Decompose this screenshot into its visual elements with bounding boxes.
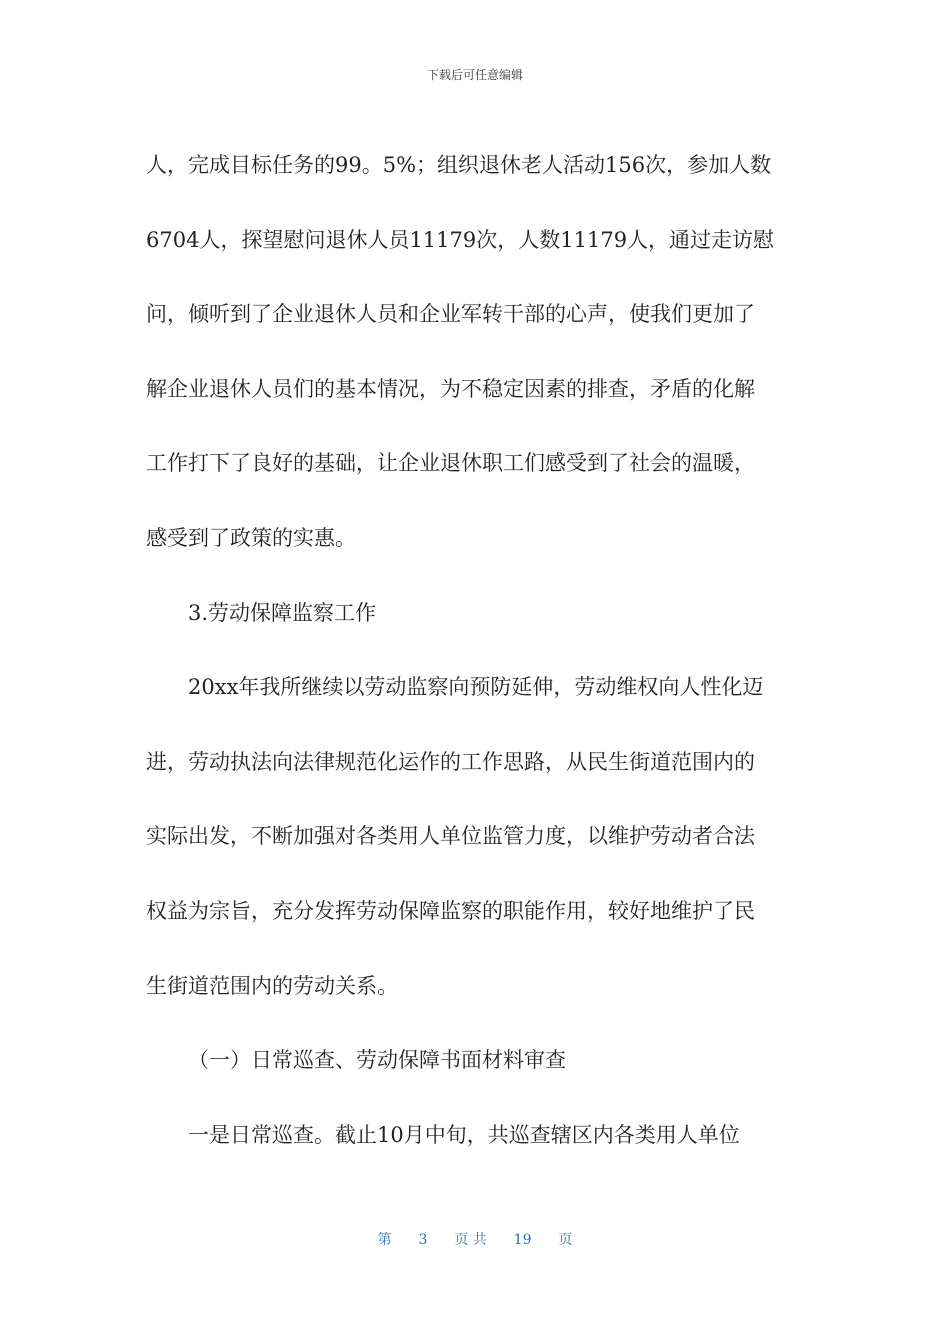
paragraph-line-11: 权益为宗旨，充分发挥劳动保障监察的职能作用，较好地维护了民: [146, 898, 755, 923]
paragraph-line-10: 实际出发，不断加强对各类用人单位监管力度，以维护劳动者合法: [146, 824, 755, 849]
paragraph-line-2: 6704人，探望慰问退休人员11179次，人数11179人，通过走访慰: [146, 227, 775, 252]
paragraph-line-4: 解企业退休人员们的基本情况，为不稳定因素的排查，矛盾的化解: [146, 376, 755, 401]
page-header: [0, 66, 950, 83]
header-text: 下载后可任意编辑: [426, 68, 523, 82]
paragraph-line-12: 生街道范围内的劳动关系。: [146, 973, 398, 998]
paragraph-line-3: 问，倾听到了企业退休人员和企业军转干部的心声，使我们更加了: [146, 302, 755, 327]
footer-mid: 页 共: [454, 1232, 487, 1248]
footer-suffix: 页: [558, 1232, 573, 1248]
current-page-number: 3: [418, 1232, 428, 1248]
paragraph-line-6: 感受到了政策的实惠。: [146, 525, 356, 550]
section-heading-labor-inspection: 3.劳动保障监察工作: [188, 600, 377, 625]
paragraph-line-9: 进，劳动执法向法律规范化运作的工作思路，从民生街道范围内的: [146, 749, 755, 774]
footer-prefix: 第: [377, 1232, 392, 1248]
document-body: [146, 128, 806, 1172]
paragraph-line-1: 人，完成目标任务的99。5%；组织退休老人活动156次，参加人数: [146, 153, 772, 177]
subsection-heading-daily-inspection: （一）日常巡查、劳动保障书面材料审查: [188, 1048, 566, 1073]
paragraph-line-8: 20xx年我所继续以劳动监察向预防延伸，劳动维权向人性化迈: [188, 675, 764, 700]
page-footer: [0, 1229, 950, 1249]
paragraph-line-14: 一是日常巡查。截止10月中旬，共巡查辖区内各类用人单位: [188, 1122, 740, 1147]
paragraph-line-5: 工作打下了良好的基础，让企业退休职工们感受到了社会的温暖，: [146, 451, 755, 476]
total-pages-number: 19: [513, 1232, 532, 1248]
